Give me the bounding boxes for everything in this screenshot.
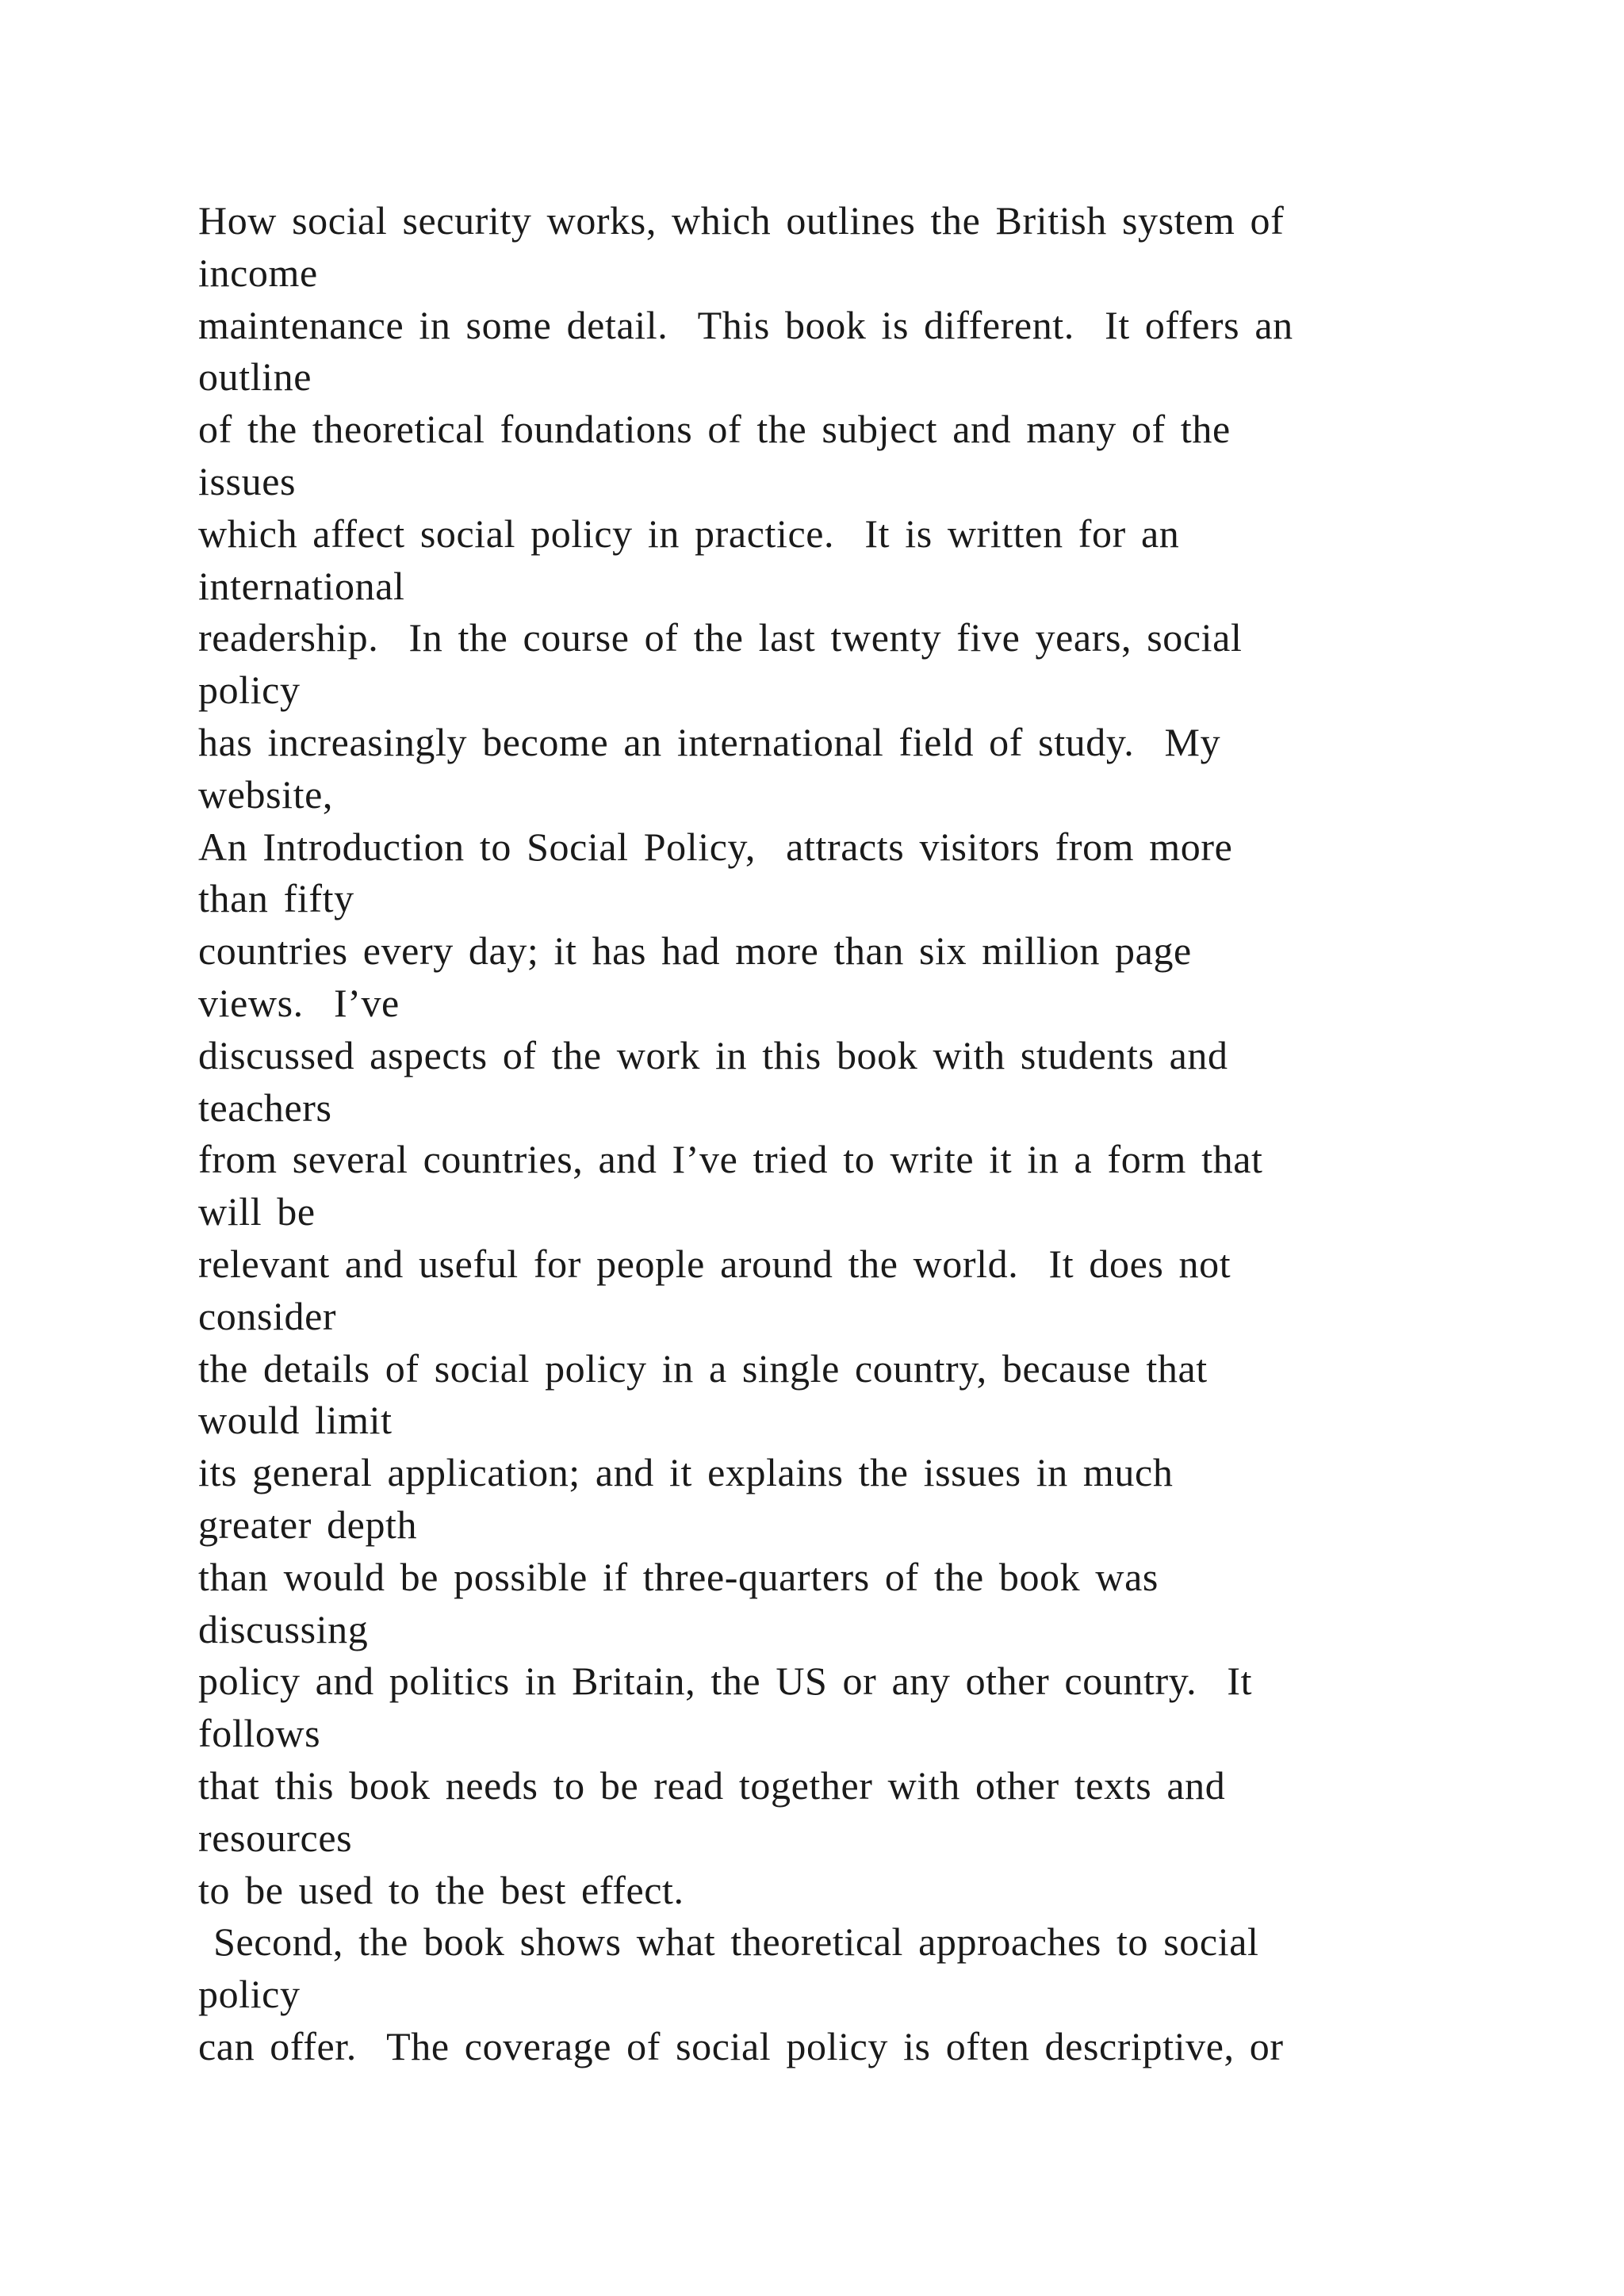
- text-line: countries every day; it has had more than six million page: [198, 928, 1192, 974]
- text-line: teachers: [198, 1085, 332, 1130]
- text-line: would limit: [198, 1398, 393, 1443]
- text-line: consider: [198, 1293, 337, 1338]
- text-line: greater depth: [198, 1502, 418, 1547]
- text-line: discussing: [198, 1606, 369, 1651]
- text-line: income: [198, 250, 318, 295]
- text-line: than fifty: [198, 876, 354, 921]
- text-line: views. I’ve: [198, 980, 400, 1025]
- text-line: the details of social policy in a single country, because that: [198, 1345, 1208, 1391]
- text-line: relevant and useful for people around the world. It does not: [198, 1241, 1231, 1286]
- text-line: which affect social policy in practice. It is written for an: [198, 511, 1180, 556]
- text-line: can offer. The coverage of social policy is often descriptive, or: [198, 2023, 1284, 2068]
- text-line: How social security works, which outlines the British system of: [198, 198, 1285, 243]
- text-line: issues: [198, 458, 297, 503]
- text-line: resources: [198, 1815, 353, 1860]
- text-line: will be: [198, 1189, 316, 1234]
- text-line: policy: [198, 1972, 301, 2017]
- text-line: website,: [198, 771, 334, 817]
- text-line: Second, the book shows what theoretical approaches to social: [198, 1919, 1259, 1965]
- text-line: policy: [198, 668, 301, 713]
- text-line: of the theoretical foundations of the subject and many of the: [198, 407, 1231, 452]
- body-text: [198, 195, 1546, 2073]
- text-line: has increasingly become an international field of study. My: [198, 719, 1221, 764]
- text-line: than would be possible if three-quarters of the book was: [198, 1554, 1159, 1599]
- text-line: its general application; and it explains the issues in much: [198, 1450, 1174, 1495]
- text-line: policy and politics in Britain, the US or any other country. It: [198, 1659, 1253, 1704]
- text-line: to be used to the best effect.: [198, 1867, 684, 1912]
- text-line: discussed aspects of the work in this book with students and: [198, 1032, 1228, 1077]
- text-line: that this book needs to be read together with other texts and: [198, 1762, 1226, 1808]
- text-line: follows: [198, 1711, 321, 1756]
- text-line: from several countries, and I’ve tried to write it in a form that: [198, 1137, 1263, 1182]
- text-line: readership. In the course of the last twenty five years, social: [198, 615, 1243, 660]
- text-line: maintenance in some detail. This book is different. It offers an: [198, 302, 1293, 347]
- text-line: international: [198, 563, 405, 608]
- text-line: outline: [198, 354, 312, 400]
- text-line: An Introduction to Social Policy, attracts visitors from more: [198, 824, 1233, 869]
